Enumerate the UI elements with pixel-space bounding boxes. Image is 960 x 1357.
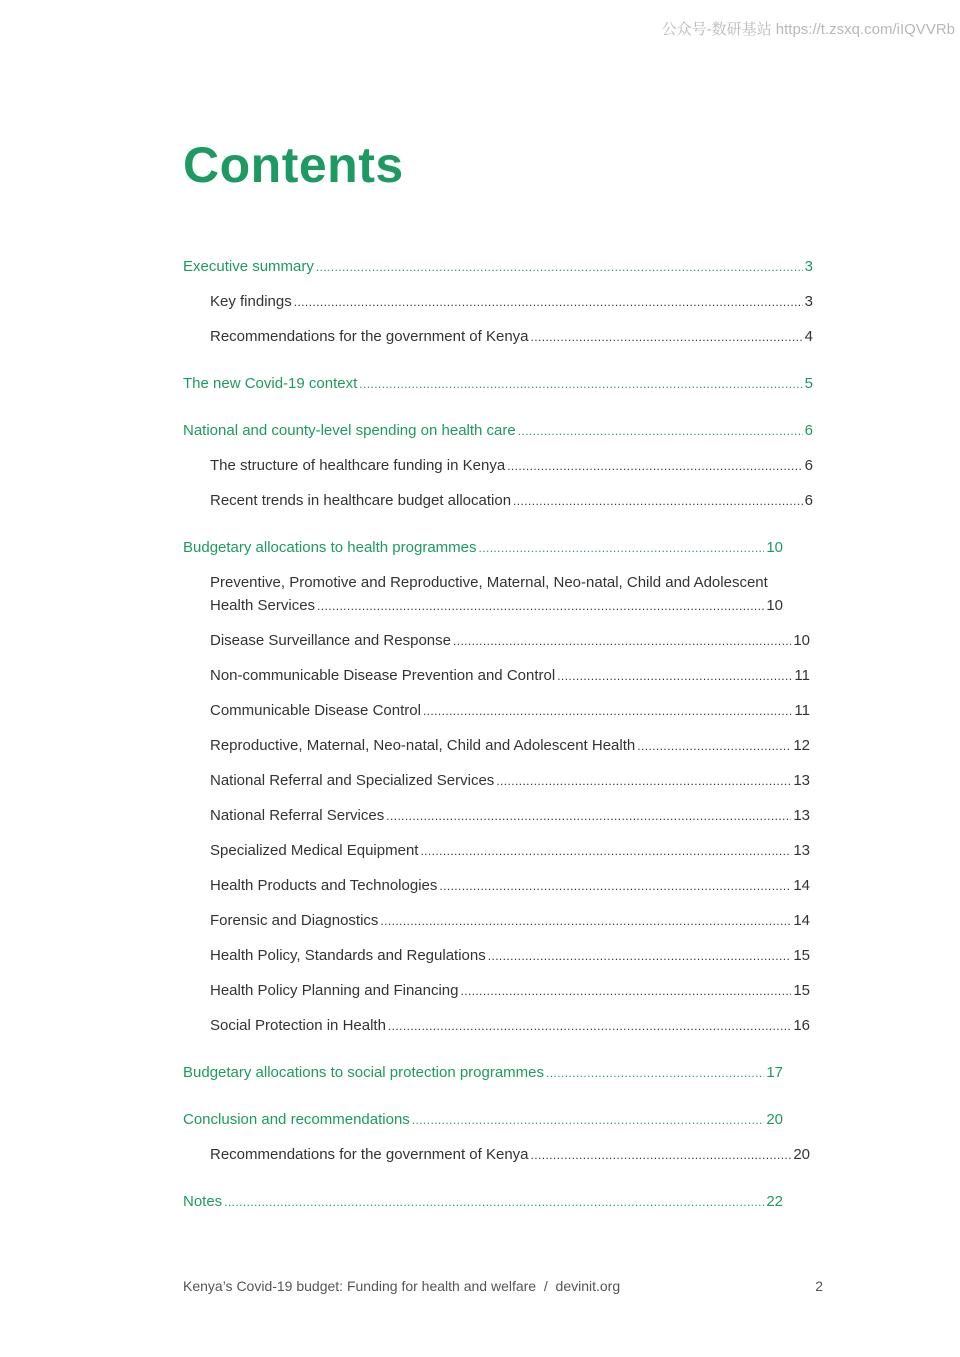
toc-item-communicable-disease[interactable] (183, 700, 810, 722)
toc-item-referral-services[interactable] (183, 805, 810, 827)
toc-item-health-policy-standards[interactable] (183, 945, 810, 967)
toc-page: 13 (793, 807, 810, 824)
toc-leader (423, 700, 792, 722)
toc-page: 6 (804, 492, 813, 509)
toc-page: 14 (793, 877, 810, 894)
toc-label: Health Products and Technologies (210, 877, 438, 894)
toc-page: 11 (794, 667, 810, 684)
toc-label: Budgetary allocations to health programmes (183, 539, 477, 556)
toc-page: 16 (793, 1017, 810, 1034)
toc-leader (557, 665, 792, 687)
toc-leader (359, 373, 802, 395)
toc-label: The structure of healthcare funding in Kenya (210, 457, 506, 474)
toc-label: Social Protection in Health (210, 1017, 386, 1034)
toc-page: 13 (793, 772, 810, 789)
toc-page: 20 (766, 1111, 783, 1128)
toc-item-key-findings[interactable] (183, 291, 813, 313)
toc-item-preventive-services-line2 (210, 595, 783, 617)
toc-label: Recent trends in healthcare budget allocation (210, 492, 512, 509)
toc-leader (488, 945, 792, 967)
toc-page: 6 (804, 457, 813, 474)
toc-leader (507, 455, 802, 477)
toc-label: Notes (183, 1193, 223, 1210)
toc-label: Health Policy, Standards and Regulations (210, 947, 486, 964)
toc-page: 5 (804, 375, 813, 392)
toc-page: 10 (766, 597, 783, 614)
toc-label: Executive summary (183, 258, 314, 275)
toc-leader (412, 1109, 765, 1131)
toc-page: 15 (793, 982, 810, 999)
toc-label: Key findings (210, 293, 292, 310)
toc-label: Forensic and Diagnostics (210, 912, 379, 929)
watermark-url: 公众号-数研基站 https://t.zsxq.com/iIQVVRb (661, 21, 955, 38)
toc-page: 12 (793, 737, 810, 754)
page-title: Contents (183, 137, 404, 193)
toc-label: Disease Surveillance and Response (210, 632, 451, 649)
toc-page: 4 (804, 328, 813, 345)
toc-page: 10 (766, 539, 783, 556)
toc-item-preventive-services[interactable] (183, 572, 813, 617)
toc-section-executive-summary[interactable] (183, 256, 813, 278)
toc-label: Health Services (210, 597, 316, 614)
toc-section-health-spending[interactable] (183, 420, 813, 442)
toc-leader (479, 537, 765, 559)
toc-item-policy-planning[interactable] (183, 980, 810, 1002)
toc-item-medical-equipment[interactable] (183, 840, 810, 862)
toc-section-health-programmes[interactable] (183, 537, 783, 559)
toc-page: 22 (766, 1193, 783, 1210)
toc-leader (531, 1144, 792, 1166)
toc-leader (461, 980, 792, 1002)
toc-page: 10 (793, 632, 810, 649)
toc-leader (496, 770, 791, 792)
toc-leader (224, 1191, 764, 1213)
toc-label-line1: Preventive, Promotive and Reproductive, Maternal, Neo-natal, Child and Adolescent (210, 574, 768, 591)
toc-page: 11 (794, 702, 810, 719)
toc-leader (546, 1062, 764, 1084)
toc-label: Recommendations for the government of Kenya (210, 1146, 529, 1163)
toc-page: 20 (793, 1146, 810, 1163)
toc-item-budget-trends[interactable] (183, 490, 813, 512)
toc-leader (453, 630, 791, 652)
toc-item-social-protection-health[interactable] (183, 1015, 810, 1037)
toc-leader (439, 875, 791, 897)
toc-label: Budgetary allocations to social protection programmes (183, 1064, 545, 1081)
toc-section-notes[interactable] (183, 1191, 783, 1213)
toc-leader (637, 735, 791, 757)
toc-leader (513, 490, 803, 512)
page-footer (183, 1278, 823, 1294)
toc-page: 3 (804, 258, 813, 275)
toc-item-forensic[interactable] (183, 910, 810, 932)
toc-page: 13 (793, 842, 810, 859)
toc-leader (420, 840, 791, 862)
toc-label: Non-communicable Disease Prevention and Control (210, 667, 556, 684)
toc-leader (317, 595, 764, 617)
toc-item-conclusion-recommendations[interactable] (183, 1144, 810, 1166)
toc-page: 15 (793, 947, 810, 964)
toc-label: Reproductive, Maternal, Neo-natal, Child and Adolescent Health (210, 737, 636, 754)
toc-label: Health Policy Planning and Financing (210, 982, 459, 999)
toc-label: Specialized Medical Equipment (210, 842, 419, 859)
toc-page: 17 (766, 1064, 783, 1081)
toc-section-covid-context[interactable] (183, 373, 813, 395)
toc-item-funding-structure[interactable] (183, 455, 813, 477)
toc-page: 6 (804, 422, 813, 439)
toc-leader (531, 326, 803, 348)
table-of-contents (183, 256, 813, 1213)
toc-label: Conclusion and recommendations (183, 1111, 410, 1128)
toc-item-disease-surveillance[interactable] (183, 630, 810, 652)
toc-item-referral-specialized[interactable] (183, 770, 810, 792)
toc-leader (316, 256, 803, 278)
toc-section-social-protection[interactable] (183, 1062, 783, 1084)
toc-label: Recommendations for the government of Kenya (210, 328, 529, 345)
toc-label: Communicable Disease Control (210, 702, 421, 719)
toc-leader (386, 805, 791, 827)
toc-item-ncd-control[interactable] (183, 665, 810, 687)
footer-text: Kenya’s Covid-19 budget: Funding for health and welfare / devinit.org (183, 1278, 621, 1294)
toc-page: 3 (804, 293, 813, 310)
footer-page-number: 2 (815, 1278, 823, 1294)
toc-label: National Referral and Specialized Services (210, 772, 495, 789)
toc-leader (518, 420, 803, 442)
toc-item-health-products[interactable] (183, 875, 810, 897)
toc-leader (380, 910, 791, 932)
toc-leader (294, 291, 803, 313)
toc-item-rmnch[interactable] (183, 735, 810, 757)
toc-section-conclusion[interactable] (183, 1109, 783, 1131)
toc-leader (388, 1015, 791, 1037)
toc-label: National Referral Services (210, 807, 385, 824)
toc-label: National and county-level spending on health care (183, 422, 516, 439)
toc-item-recommendations[interactable] (183, 326, 813, 348)
toc-label: The new Covid-19 context (183, 375, 358, 392)
toc-page: 14 (793, 912, 810, 929)
